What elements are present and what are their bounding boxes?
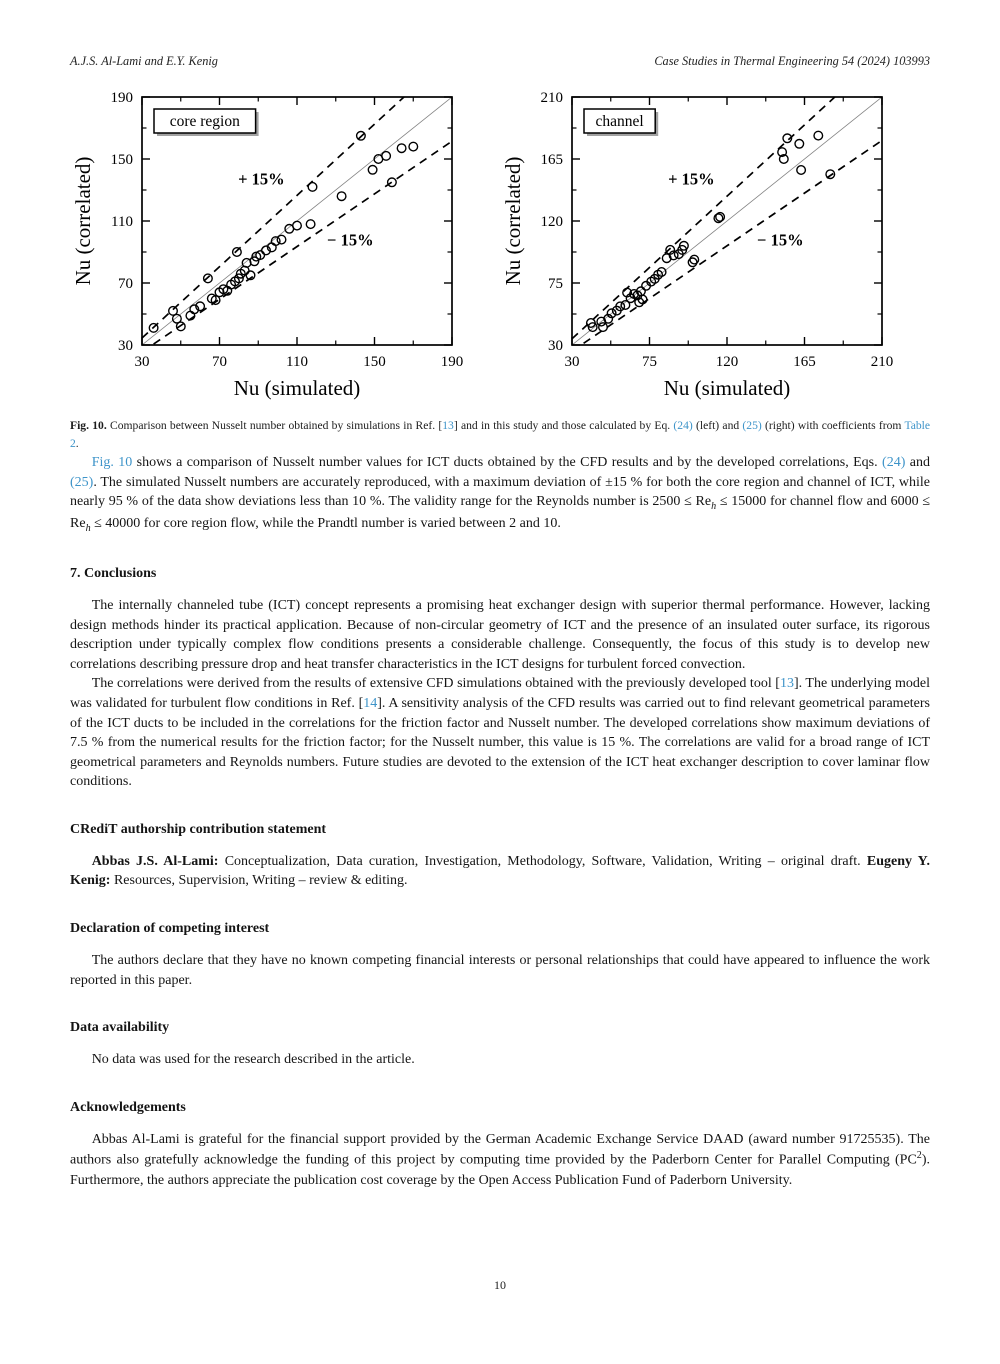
svg-text:190: 190: [110, 90, 133, 106]
svg-text:− 15%: − 15%: [327, 230, 374, 250]
svg-text:75: 75: [642, 354, 657, 370]
results-paragraph: Fig. 10 shows a comparison of Nusselt number values for ICT ducts obtained by the CFD results and by the developed correlations, Eqs. (24) and (25). The simulated Nusselt numbers are accurately reproduced, with a maximum deviation of ±15 % for both the core region and channel of ICT, while nearly 95 % of the data show deviations less than 10 %. The validity range for the Reynolds number is $2500 \le Re_h \le 15000$ for channel flow and $6000 \le Re_h \le 40000$ for core region flow, while the Prandtl number is varied between 2 and 10.: [70, 454, 930, 534]
header-authors: A.J.S. Al-Lami and E.Y. Kenig: [70, 54, 218, 68]
data-availability-heading: Data availability: [70, 1020, 170, 1036]
svg-text:30: 30: [548, 338, 563, 354]
svg-text:110: 110: [111, 214, 133, 230]
acknowledgements-heading: Acknowledgements: [70, 1099, 186, 1115]
acknowledgements-paragraph: Abbas Al-Lami is grateful for the financial support provided by the German Academic Exchange Service DAAD (award number 91725535). The authors also gratefully acknowledge the funding of this project by computing time provided by the Paderborn Center for Parallel Computing $(PC^2)$. Furthermore, the authors appreciate the publication cost coverage by the Open Access Publication Fund of Paderborn University.: [70, 1131, 930, 1188]
conclusions-paragraph-2: The correlations were derived from the results of extensive CFD simulations obtained with the previously developed tool [13]. The underlying model was validated for turbulent flow conditions in Ref. [14]. A sensitivity analysis of the CFD results was carried out to find relevant geometrical parameters of the ICT ducts to be included in the correlations for the friction factor and Nusselt number. The developed correlations show maximum deviations of 7.5 % from the numerical results for the friction factor; for the Nusselt number, this value is 15 %. The correlations are valid for a broad range of ICT geometrical parameters and Reynolds numbers. Future studies are devoted to the extension of the ICT heat exchanger description to cover laminar flow conditions.: [70, 676, 930, 790]
declaration-heading: Declaration of competing interest: [70, 921, 270, 937]
svg-text:+ 15%: + 15%: [668, 169, 715, 189]
conclusions-heading: 7. Conclusions: [70, 565, 157, 581]
header-journal: Case Studies in Thermal Engineering 54 (2024) 103993: [654, 54, 930, 68]
svg-text:30: 30: [564, 354, 580, 370]
svg-text:120: 120: [540, 214, 563, 230]
svg-text:210: 210: [540, 90, 563, 106]
svg-text:75: 75: [548, 276, 563, 292]
citation-link[interactable]: (24): [882, 454, 906, 470]
citation-link[interactable]: Table 2: [70, 419, 931, 450]
svg-text:− 15%: − 15%: [757, 230, 804, 250]
credit-paragraph: Abbas J.S. Al-Lami: Conceptualization, Data curation, Investigation, Methodology, Software, Validation, Writing – original draft. Eugeny Y. Kenig: Resources, Supervision, Writing – review & editing.: [70, 853, 931, 889]
citation-link[interactable]: 13: [779, 676, 794, 692]
citation-link[interactable]: (24): [673, 419, 693, 432]
svg-text:Nu (correlated): Nu (correlated): [71, 156, 95, 286]
citation-link[interactable]: (25): [70, 474, 94, 490]
citation-link[interactable]: 14: [363, 695, 378, 711]
svg-text:110: 110: [286, 354, 308, 370]
scatter-chart-core-region: [70, 87, 500, 405]
svg-text:210: 210: [870, 354, 894, 370]
page-header: [70, 54, 930, 69]
svg-text:+ 15%: + 15%: [238, 169, 285, 189]
declaration-paragraph: The authors declare that they have no known competing financial interests or personal relationships that could have appeared to influence the work reported in this paper.: [70, 953, 930, 988]
citation-link[interactable]: Fig. 10: [91, 454, 133, 470]
svg-text:Nu (simulated): Nu (simulated): [663, 376, 791, 400]
conclusions-paragraph-1: The internally channeled tube (ICT) concept represents a promising heat exchanger design with superior thermal performance. However, lacking design methods hinder its practical application. Because of non-circular geometry of ICT and the presence of an insulated outer surface, its rigorous description under typically complex flow conditions presents a considerable challenge. Consequently, the focus of this study is to develop new correlations describing pressure drop and heat transfer characteristics in the ICT designs for turbulent forced convection.: [70, 597, 930, 672]
svg-text:30: 30: [134, 354, 150, 370]
svg-text:150: 150: [110, 152, 133, 168]
svg-text:core region: core region: [169, 113, 240, 130]
svg-text:165: 165: [540, 152, 563, 168]
svg-text:channel: channel: [595, 113, 644, 130]
svg-text:165: 165: [793, 354, 816, 370]
svg-text:Nu (correlated): Nu (correlated): [501, 156, 525, 286]
svg-text:190: 190: [440, 354, 464, 370]
svg-text:120: 120: [715, 354, 739, 370]
citation-link[interactable]: 13: [442, 419, 454, 432]
svg-text:70: 70: [212, 354, 227, 370]
svg-text:Nu (simulated): Nu (simulated): [233, 376, 361, 400]
data-availability-paragraph: No data was used for the research described in the article.: [91, 1052, 415, 1068]
citation-link[interactable]: (25): [742, 419, 762, 432]
scatter-chart-channel: [500, 87, 930, 405]
figure-10: [70, 87, 930, 405]
svg-text:70: 70: [118, 276, 133, 292]
figure-caption: Fig. 10. Comparison between Nusselt number obtained by simulations in Ref. [13] and in this study and those calculated by Eq. (24) (left) and (25) (right) with coefficients from Table 2.: [70, 419, 931, 450]
credit-heading: CRediT authorship contribution statement: [70, 821, 327, 837]
page-number: 10: [494, 1278, 506, 1293]
svg-text:30: 30: [118, 338, 133, 354]
svg-text:150: 150: [363, 354, 386, 370]
